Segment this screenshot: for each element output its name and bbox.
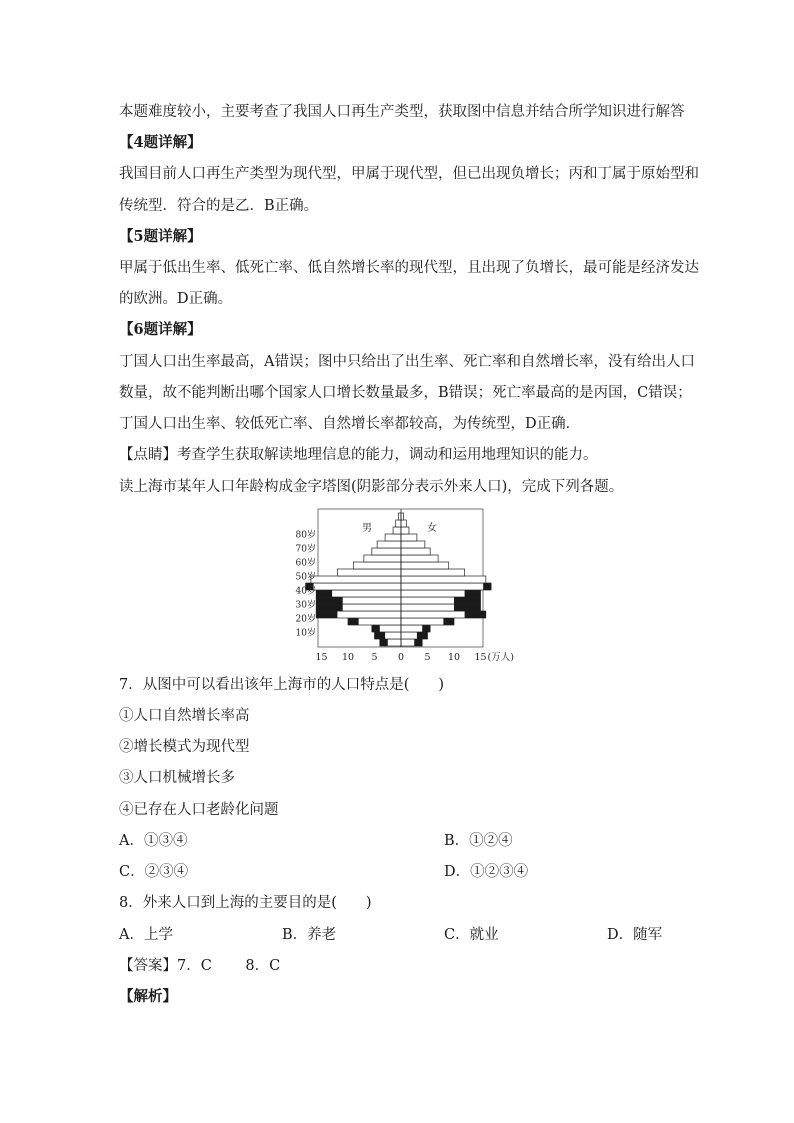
- male-migrant-bar: [316, 597, 343, 604]
- q7-option-b: B．①②④: [444, 833, 513, 849]
- text-line-3: 我国目前人口再生产类型为现代型，甲属于现代型，但已出现负增长；丙和丁属于原始型和: [119, 166, 699, 182]
- y-tick-label: 30岁: [295, 600, 316, 611]
- intro-line: 读上海市某年人口年龄构成金字塔图(阴影部分表示外来人口)，完成下列各题。: [119, 479, 624, 495]
- x-tick-label: 10: [341, 652, 355, 663]
- q7-option-c: C．②③④: [119, 864, 189, 880]
- q8-option-d: D．随军: [607, 927, 663, 943]
- x-unit-label: (万人): [487, 652, 514, 663]
- male-bar: [377, 541, 401, 548]
- male-bar: [353, 562, 401, 569]
- y-tick-label: 50岁: [295, 572, 316, 583]
- female-migrant-bar: [422, 625, 430, 632]
- male-bar: [364, 555, 401, 562]
- female-migrant-bar: [443, 618, 454, 625]
- text-line-7: 的欧洲。D正确。: [119, 291, 233, 307]
- male-bar: [311, 576, 401, 583]
- key-point-line: 【点睛】考查学生获取解读地理信息的能力，调动和运用地理知识的能力。: [119, 447, 598, 463]
- q8-stem: 8．外来人口到上海的主要目的是( ): [119, 895, 372, 911]
- section-heading-4: 【4题详解】: [119, 134, 202, 151]
- female-bar: [401, 569, 465, 576]
- x-tick-label: 0: [397, 652, 405, 663]
- female-migrant-bar: [417, 632, 428, 639]
- male-migrant-bar: [380, 639, 388, 646]
- legend-female: 女: [427, 523, 437, 534]
- female-bar: [401, 576, 486, 583]
- text-line-4: 传统型．符合的是乙．B正确。: [119, 198, 319, 214]
- male-bar: [372, 548, 401, 555]
- male-bar: [306, 583, 401, 590]
- text-line-9: 丁国人口出生率最高，A错误；图中只给出了出生率、死亡率和自然增长率，没有给出人口: [119, 354, 695, 370]
- female-bar: [401, 541, 425, 548]
- text-line-1: 本题难度较小，主要考查了我国人口再生产类型，获取图中信息并结合所学知识进行解答: [119, 104, 685, 120]
- female-migrant-bar: [454, 604, 481, 611]
- section-heading-5: 【5题详解】: [119, 228, 202, 245]
- male-migrant-bar: [316, 611, 337, 618]
- female-migrant-bar: [483, 583, 491, 590]
- female-migrant-bar: [465, 611, 486, 618]
- q7-option-d: D．①②③④: [444, 864, 529, 880]
- q7-stem: 7．从图中可以看出该年上海市的人口特点是( ): [119, 677, 445, 693]
- male-migrant-bar: [372, 625, 380, 632]
- text-line-11: 丁国人口出生率、较低死亡率、自然增长率都较高，为传统型，D正确．: [119, 416, 581, 432]
- female-bar: [401, 527, 409, 534]
- q8-option-a: A．上学: [119, 927, 173, 943]
- q8-option-c: C．就业: [444, 927, 499, 943]
- q7-item-3: ③人口机械增长多: [119, 770, 235, 786]
- male-bar: [385, 534, 401, 541]
- x-tick-label: 15: [315, 652, 328, 663]
- legend-male: 男: [362, 523, 372, 534]
- female-bar: [401, 555, 438, 562]
- female-bar: [401, 520, 406, 527]
- y-tick-label: 70岁: [295, 544, 316, 555]
- female-bar: [401, 548, 430, 555]
- population-pyramid-chart: [285, 507, 514, 667]
- female-migrant-bar: [414, 639, 422, 646]
- male-bar: [393, 527, 401, 534]
- y-tick-label: 20岁: [295, 614, 316, 625]
- q8-option-b: B．养老: [282, 927, 337, 943]
- analysis-heading: 【解析】: [119, 988, 177, 1005]
- male-migrant-bar: [375, 632, 386, 639]
- female-bar: [401, 562, 449, 569]
- y-tick-label: 60岁: [295, 558, 316, 569]
- q7-item-1: ①人口自然增长率高: [119, 708, 250, 724]
- y-tick-label: 80岁: [295, 530, 316, 541]
- x-tick-label: 10: [447, 652, 461, 663]
- female-bar: [401, 534, 417, 541]
- male-migrant-bar: [348, 618, 359, 625]
- y-tick-label: 40岁: [295, 586, 316, 597]
- x-tick-label: 15: [474, 652, 487, 663]
- male-bar: [396, 520, 401, 527]
- q7-option-a: A．①③④: [119, 833, 188, 849]
- male-migrant-bar: [316, 604, 343, 611]
- x-tick-label: 5: [371, 652, 378, 663]
- male-bar: [337, 569, 401, 576]
- x-tick-label: 5: [424, 652, 431, 663]
- female-bar: [401, 583, 491, 590]
- q7-item-4: ④已存在人口老龄化问题: [119, 802, 279, 818]
- y-tick-label: 10岁: [295, 628, 316, 639]
- female-migrant-bar: [465, 590, 481, 597]
- text-line-10: 数量，故不能判断出哪个国家人口增长数量最多，B错误；死亡率最高的是丙国，C错误；: [119, 385, 692, 401]
- female-migrant-bar: [454, 597, 481, 604]
- section-heading-6: 【6题详解】: [119, 321, 202, 338]
- q7-item-2: ②增长模式为现代型: [119, 739, 250, 755]
- male-migrant-bar: [316, 590, 332, 597]
- text-line-6: 甲属于低出生率、低死亡率、低自然增长率的现代型，且出现了负增长，最可能是经济发达: [119, 260, 699, 276]
- answer-line: 【答案】7．C 8．C: [119, 958, 281, 974]
